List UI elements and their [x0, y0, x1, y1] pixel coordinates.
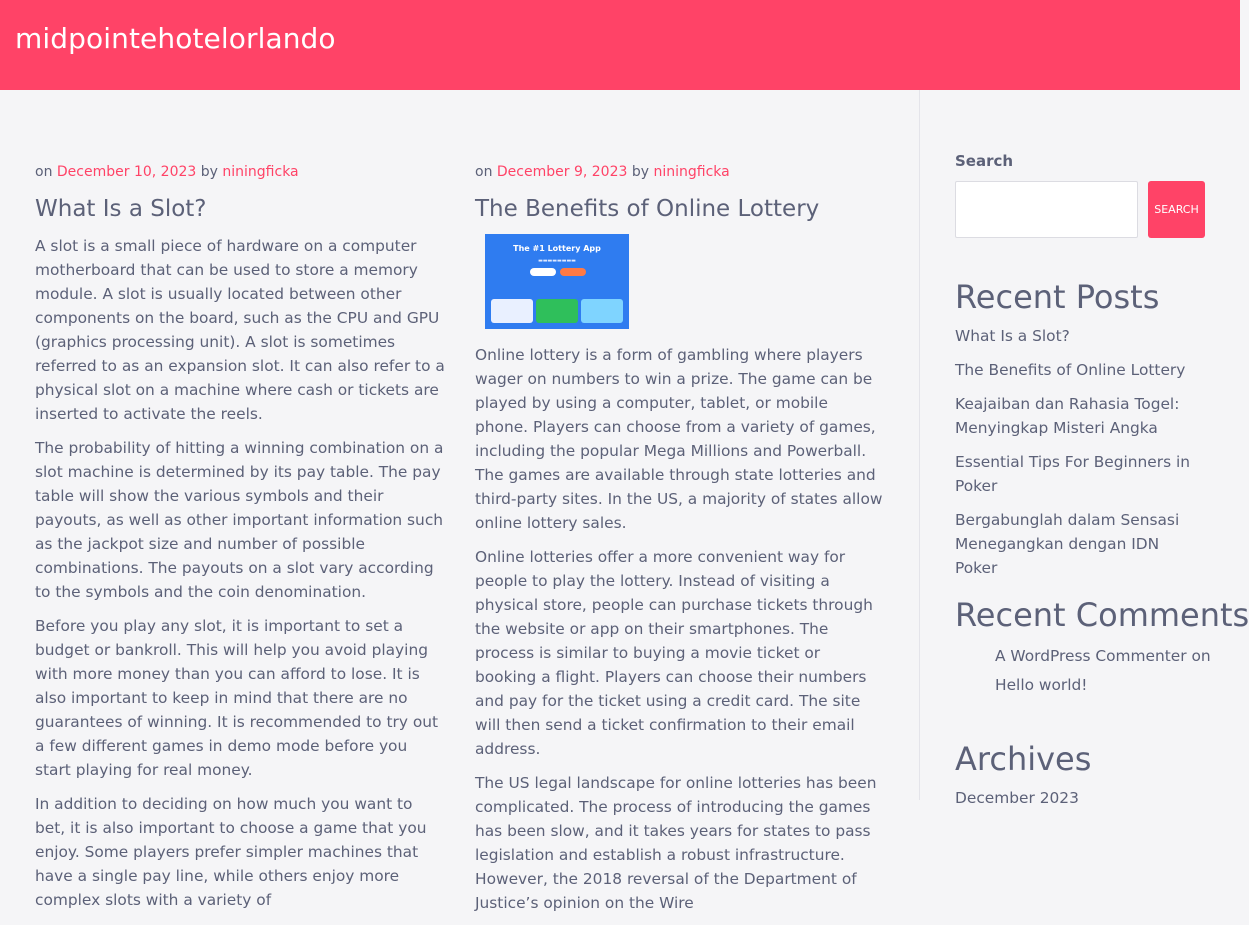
image-button-shape — [530, 268, 556, 276]
post-benefits-online-lottery — [475, 162, 885, 925]
post-title[interactable] — [475, 194, 885, 224]
post-paragraph: The US legal landscape for online lotteries has been complicated. The process of introducing the games has been slow, and it takes years for states to pass legislation and establish a robust infrastructure. However, the 2018 reversal of the Department of Justice’s opinion on the Wire — [475, 774, 877, 912]
meta-by-label: by — [631, 164, 650, 180]
search-button[interactable]: SEARCH — [1148, 181, 1205, 238]
post-body — [475, 234, 885, 915]
post-body — [35, 234, 445, 912]
sidebar — [955, 90, 1249, 807]
search-label: Search — [955, 152, 1014, 170]
recent-post-link[interactable]: Keajaiban dan Rahasia Togel: Menyingkap Misteri Angka — [955, 395, 1180, 437]
archive-link[interactable]: December 2023 — [955, 789, 1079, 807]
recent-post-item[interactable] — [955, 450, 1195, 498]
post-title[interactable] — [35, 194, 445, 224]
recent-post-link[interactable]: The Benefits of Online Lottery — [955, 361, 1186, 379]
recent-post-item[interactable] — [955, 392, 1195, 440]
site-title-link[interactable]: midpointehotelorlando — [15, 22, 336, 55]
post-title-link[interactable]: The Benefits of Online Lottery — [475, 196, 820, 222]
post-meta — [35, 162, 445, 182]
image-card — [536, 299, 578, 323]
post-paragraph: Before you play any slot, it is important to set a budget or bankroll. This will help you avoid playing with more money than you can afford to lose. It is also important to keep in mind that there are no guarantees of winning. It is recommended to try out a few different games in demo mode before you start playing for real money. — [35, 617, 439, 779]
image-title-text: The #1 Lottery App — [513, 244, 601, 253]
recent-comments-list — [995, 642, 1215, 700]
post-paragraph: In addition to deciding on how much you want to bet, it is also important to choose a game that you enjoy. Some players prefer simpler machines that have a single pay line, while others enjoy more complex slots with a variety of — [35, 795, 427, 909]
image-subtitle-bar: ▬▬▬▬▬▬▬▬ — [538, 258, 576, 264]
comment-item — [995, 642, 1215, 700]
archives-list — [955, 786, 1195, 820]
post-paragraph: Online lottery is a form of gambling where players wager on numbers to win a prize. The game can be played by using a computer, tablet, or mobile phone. Players can choose from a variety of games, including the popular Mega Millions and Powerball. The games are available through state lotteries and third-party sites. In the US, a majority of states allow online lottery sales. — [475, 346, 883, 532]
main-content — [0, 90, 920, 912]
recent-posts-list — [955, 324, 1195, 590]
image-card — [491, 299, 533, 323]
post-paragraph: Online lotteries offer a more convenient way for people to play the lottery. Instead of visiting a physical store, people can purchase tickets through the website or app on their smartphones. The process is similar to buying a movie ticket or booking a flight. Players can choose their numbers and pay for the ticket using a credit card. The site will then send a ticket confirmation to their email address. — [475, 548, 873, 758]
post-paragraph: The probability of hitting a winning combination on a slot machine is determined by its pay table. The pay table will show the various symbols and their payouts, as well as other important information such as the jackpot size and number of possible combinations. The payouts on a slot vary according to the symbols and the coin denomination. — [35, 439, 444, 601]
image-card — [581, 299, 623, 323]
lottery-app-image — [485, 234, 629, 329]
recent-post-link[interactable]: Essential Tips For Beginners in Poker — [955, 453, 1191, 495]
post-meta — [475, 162, 885, 182]
meta-by-label: by — [200, 164, 218, 180]
post-title-link[interactable]: What Is a Slot? — [35, 196, 207, 222]
post-date-link[interactable]: December 9, 2023 — [496, 164, 628, 180]
recent-comments-heading: Recent Comments — [955, 596, 1249, 634]
recent-post-item[interactable] — [955, 324, 1195, 348]
archives-heading: Archives — [955, 740, 1092, 778]
meta-on-label: on — [475, 164, 493, 180]
recent-posts-heading: Recent Posts — [955, 278, 1160, 316]
comment-author-link[interactable]: A WordPress Commenter — [995, 647, 1187, 665]
post-date-link[interactable]: December 10, 2023 — [56, 164, 197, 180]
image-button-shape — [560, 268, 586, 276]
search-input[interactable] — [955, 181, 1138, 238]
archive-item[interactable] — [955, 786, 1195, 810]
recent-post-link[interactable]: What Is a Slot? — [955, 327, 1070, 345]
recent-post-item[interactable] — [955, 508, 1195, 580]
recent-post-link[interactable]: Bergabunglah dalam Sensasi Menegangkan dengan IDN Poker — [955, 511, 1180, 577]
image-cards — [491, 299, 623, 323]
recent-post-item[interactable] — [955, 358, 1195, 382]
post-author-link[interactable]: niningficka — [653, 164, 730, 180]
comment-post-link[interactable]: Hello world! — [995, 676, 1088, 694]
comment-on-label: on — [1191, 647, 1211, 665]
post-what-is-a-slot — [35, 162, 445, 922]
site-header — [0, 0, 1240, 90]
post-author-link[interactable]: niningficka — [222, 164, 299, 180]
meta-on-label: on — [35, 164, 53, 180]
post-paragraph: A slot is a small piece of hardware on a computer motherboard that can be used to store a memory module. A slot is usually located between other components on the board, such as the CPU and GPU (graphics processing unit). A slot is sometimes referred to as an expansion slot. It can also refer to a physical slot on a machine where cash or tickets are inserted to activate the reels. — [35, 237, 445, 423]
